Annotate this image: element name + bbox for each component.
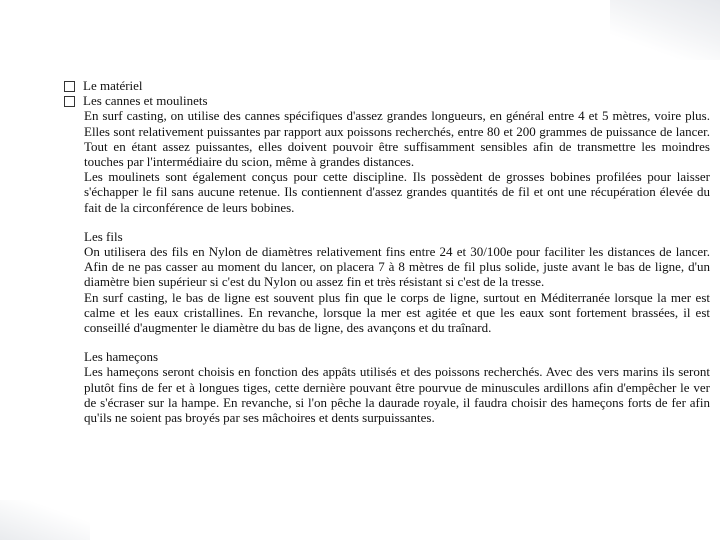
checkbox-icon xyxy=(64,96,75,107)
bullet-cannes xyxy=(64,93,710,108)
hamecons-title: Les hameçons xyxy=(84,349,159,365)
bullet-label: Le matériel xyxy=(83,78,143,93)
slide-content xyxy=(64,78,710,425)
moulinets-paragraph: Les moulinets sont également conçus pour cette discipline. Ils possèdent de grosses bobines profilées pour laisser s'échapper le fil sans aucune retenue. Ils contiennent d'assez grandes quantités de fil et ont une récupération élevée du fait de la circonférence de leurs bobines. xyxy=(84,169,710,215)
page-curl-decoration xyxy=(610,0,720,60)
fils-paragraph-2: En surf casting, le bas de ligne est souvent plus fin que le corps de ligne, surtout en Méditerranée lorsque la mer est calme et les eaux cristallines. En revanche, lorsque la mer est agitée et que les eaux sont fortement brassées, il est conseillé d'augmenter le diamètre du bas de ligne, des avançons et du traînard. xyxy=(84,289,710,336)
hamecons-paragraph: Les hameçons seront choisis en fonction des appâts utilisés et des poissons recherchés. Avec des vers marins ils seront plutôt fins de fer et à longues tiges, cette dernière pouvant être pourvue de minuscules ardillons afin d'empêcher le ver de s'écraser sur la hampe. En revanche, si l'on pêche la daurade royale, il faudra choisir des hameçons forts de fer afin qu'ils ne soient pas broyés par ses mâchoires et dents surpuissantes. xyxy=(84,364,710,426)
cannes-paragraph: En surf casting, on utilise des cannes spécifiques d'assez grandes longueurs, en général entre 4 et 5 mètres, voire plus. Elles sont relativement puissantes par rapport aux poissons recherchés, entre 80 et 200 grammes de puissance de lancer. Tout en étant assez puissantes, elles doivent pouvoir être suffisamment sensibles afin de transmettre les moindres touches par l'intermédiaire du scion, même à grandes distances. xyxy=(84,108,710,170)
section-cannes xyxy=(64,108,710,425)
checkbox-icon xyxy=(64,81,75,92)
page-shadow-decoration xyxy=(0,500,90,540)
fils-title: Les fils xyxy=(84,228,123,244)
fils-paragraph-1: On utilisera des fils en Nylon de diamètres relativement fins entre 24 et 30/100e pour faciliter les distances de lancer. Afin de ne pas casser au moment du lancer, on placera 7 à 8 mètres de fil plus solide, juste avant le bas de ligne, d'un diamètre bien supérieur si c'est du Nylon ou assez fin et très résistant si c'est de la tresse. xyxy=(84,244,710,290)
bullet-label: Les cannes et moulinets xyxy=(83,93,208,109)
bullet-materiel xyxy=(64,78,710,93)
